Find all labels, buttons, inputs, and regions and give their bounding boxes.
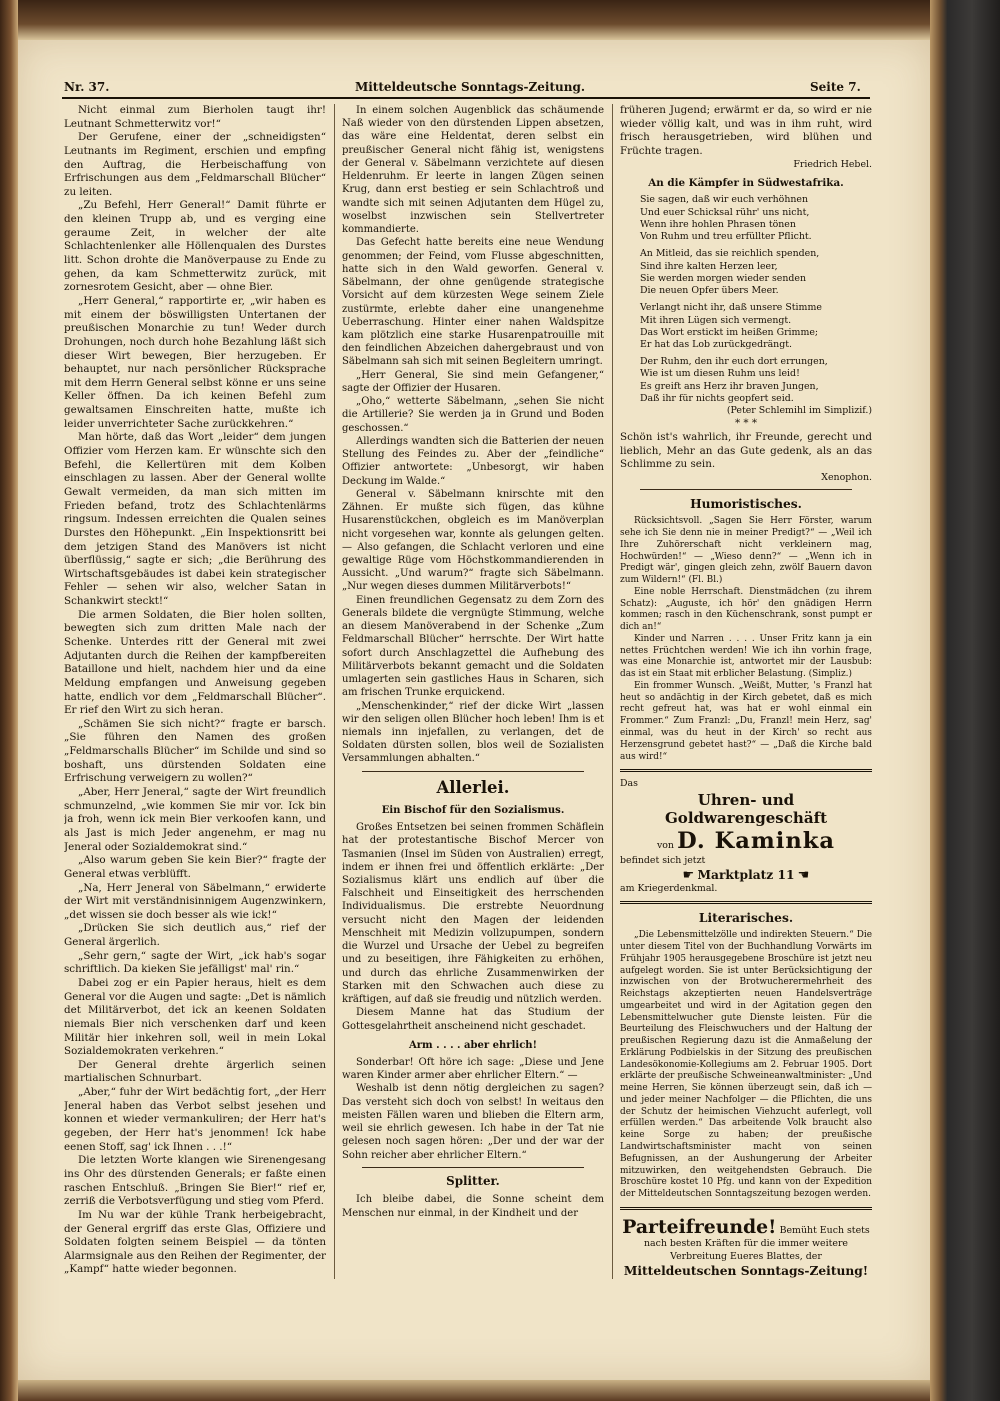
paragraph: Weshalb ist denn nötig dergleichen zu sagen? Das versteht sich doch von selbst! In weitaus den meisten Fällen waren und blieben die Eltern arm, weil sie ehrlich gewesen. Ich habe in der Tat nie gelesen noch sagen hören: „Der und der war der Sohn reicher aber ehrlicher Eltern.“ bbox=[342, 1083, 604, 1161]
column-divider bbox=[334, 104, 335, 1279]
pointing-hand-icon: ☛ bbox=[682, 867, 695, 883]
paragraph: Einen freundlichen Gegensatz zu dem Zorn des Generals bildete die vergnügte Stimmung, welche an diesem Manöverabend in der Schenke „Zum Feldmarschall Blücher“ herrschte. Der Wirt hatte sofort durch Anschlagzettel die Aufhebung des Militärverbots bekannt gemacht und die Soldaten umlagerten sein gastliches Haus in Scharen, sich am frischen Trunke erquickend. bbox=[342, 594, 604, 699]
paragraph: Die armen Soldaten, die Bier holen sollten, bewegten sich zum dritten Male nach der Schenke. Unterdes ritt der General mit zwei Adjutanten durch die Reihen der kampfbereiten Bataillone und hielt, nachdem hier und da eine Meldung empfangen und Anweisung gegeben hatte, endlich vor dem „Feldmarschall Blücher“. Er rief den Wirt zu sich heran. bbox=[64, 608, 326, 717]
xenophon-quote: Schön ist's wahrlich, ihr Freunde, gerecht und lieblich, Mehr an das Gute gedenk, als an das Schlimme zu sein. bbox=[620, 431, 872, 471]
paragraph: In einem solchen Augenblick das schäumende Naß wieder von den dürstenden Lippen absetzen, das wäre eine Heldentat, deren selbst ein preußischer General nicht fähig ist, wenigstens der General v. Säbelmann verzichtete auf diesen Heldenruhm. Er leerte in langen Zügen seinen Krug, dann erst bestieg er sein Schlachtroß und wandte sich mit seinen Adjutanten dem Hügel zu, woselbst inzwischen sein Stellvertreter kommandierte. bbox=[342, 105, 604, 236]
section-heading-literarisches: Literarisches. bbox=[698, 911, 794, 926]
paragraph: Im Nu war der kühle Trank herbeigebracht, der General ergriff das erste Glas, Offiziere und Soldaten folgten seinem Beispiel — da tönten Alarmsignale aus den Reihen der Regimenter, der „Kampf“ hatte wieder begonnen. bbox=[64, 1208, 326, 1276]
paragraph: „Sehr gern,“ sagte der Wirt, „ick hab's sogar schriftlich. Da kieken Sie jefälligst' mal' rin.“ bbox=[64, 949, 326, 976]
paragraph: Das Gefecht hatte bereits eine neue Wendung genommen; der Feind, vom Flusse abgeschnitten, hatte sich in den Wald geworfen. General v. Säbelmann, der ohne genügende strategische Vorsicht auf dem kürzesten Wege seinem Ziele zustürmte, erlebte daher eine unangenehme Ueberraschung. Hinter einer nahen Waldspitze kam plötzlich eine starke Husarenpatrouille mit den feindlichen Abzeichen dahergebraust und von Säbelmann sah sich mit seinen Begleitern umringt. bbox=[342, 237, 604, 368]
poem-author: (Peter Schlemihl im Simplizif.) bbox=[726, 405, 872, 417]
quote-author: Friedrich Hebel. bbox=[793, 158, 872, 170]
poem-line: Er hat das Lob zurückgedrängt. bbox=[640, 339, 793, 351]
paragraph: „Oho,“ wetterte Säbelmann, „sehen Sie nicht die Artillerie? Sie werden ja in Grund und Boden geschossen.“ bbox=[342, 396, 604, 434]
poem-line: Verlangt nicht ihr, daß unsere Stimme bbox=[640, 302, 822, 314]
poem-line: Wenn ihre hohlen Phrasen tönen bbox=[640, 218, 796, 230]
paragraph: Dabei zog er ein Papier heraus, hielt es dem General vor die Augen und sagte: „Det is nämlich det Militärverbot, det ick an keenen Soldaten niemals Bier nich verschenken darf und keen Militär hier inkehren soll, weil in mein Lokal Sozialdemokraten verkehren.“ bbox=[64, 977, 326, 1058]
ad-business: Uhren- und Goldwarengeschäft bbox=[664, 790, 828, 828]
separator-stars: * * * bbox=[734, 417, 758, 430]
column-1 bbox=[64, 104, 326, 1279]
advertisement-kaminka bbox=[620, 778, 872, 895]
joke: Rücksichtsvoll. „Sagen Sie Herr Förster, warum sehe ich Sie denn nie in meiner Predigt?“ — „Weil ich Ihre Zuhörerschaft nicht verkleinern mag, Hochwürden!“ — „Wieso denn?“ — „Wenn ich in Predigt wär', gingen gleich zehn, zwölf Bauern davon zum Wildern!“ (Fl. Bl.) bbox=[620, 516, 872, 586]
book-binding-right bbox=[930, 0, 1000, 1401]
ad-border-bottom bbox=[620, 901, 872, 904]
paragraph: General v. Säbelmann knirschte mit den Zähnen. Er mußte sich fügen, das kühne Husarenstückchen, obgleich es im Manöverplan nicht vorgesehen war, konnte als gelungen gelten. — Also gefangen, die Schlacht verloren und eine gewaltige Rüge vom Höchstkommandierenden in Aussicht. „Und warum?“ fragte sich Säbelmann. „Nur wegen dieses dummen Militärverbots!“ bbox=[342, 488, 604, 593]
paragraph: „Aber,“ fuhr der Wirt bedächtig fort, „der Herr Jeneral haben das Verbot selbst jesehen und konnen et wieder vermankuliren; der Herr hat's gegeben, der Herr hat's jenommen! Ick habe eenen Stoff, sag' ick Ihnen . . .!“ bbox=[64, 1086, 326, 1153]
paragraph: „Drücken Sie sich deutlich aus,“ rief der General ärgerlich. bbox=[64, 922, 326, 949]
article-heading-arm: Arm . . . . aber ehrlich! bbox=[409, 1039, 537, 1051]
section-rule bbox=[640, 489, 852, 490]
newspaper-title: Mitteldeutsche Sonntags-Zeitung. bbox=[354, 80, 586, 94]
poem-line: Sie werden morgen wieder senden bbox=[640, 272, 806, 284]
joke: Kinder und Narren . . . . Unser Fritz kann ja ein nettes Früchtchen werden! Wie ich ihn vorhin frage, was eine Monarchie ist, antwortet mir der Lausbub: das ist ein Staat mit erblicher Belastung. (Simpliz.) bbox=[620, 633, 872, 680]
book-binding-left bbox=[0, 0, 18, 1401]
ad-bemueht: Bemüht Euch stets bbox=[779, 1224, 870, 1236]
poem-line: Sie sagen, daß wir euch verhöhnen bbox=[640, 194, 809, 206]
paragraph: „Na, Herr Jeneral von Säbelmann,“ erwiderte der Wirt mit verständnisinnigem Augenzwinkern, „det wissen sie doch besser als wie ick!“ bbox=[64, 881, 326, 921]
ad-address: Marktplatz 11 bbox=[697, 867, 795, 882]
joke: Ein frommer Wunsch. „Weißt, Mutter, 's Franzl hat heut so andächtig in der Kirch gebetet, daß es mich recht gefreut hat, was hat er wohl einmal ein Frommer.“ Zum Franzl: „Du, Franzl! mein Herz, sag' einmal, was du heut in der Kirch' so recht aus Herzensgrund gebetet hast?“ — „Daß die Kirche bald aus wird!“ bbox=[620, 680, 872, 762]
ad-paper-name: Mitteldeutschen Sonntags-Zeitung! bbox=[623, 1263, 869, 1278]
advertisement-parteifreunde bbox=[620, 1216, 872, 1279]
ad-befindet: befindet sich jetzt bbox=[620, 854, 706, 866]
paragraph: „Menschenkinder,“ rief der dicke Wirt „lassen wir den seligen ollen Blücher hoch leben! Ihm is et niemals inn injefallen, zu verlangen, det de Soldaten dürsten sollen, blos weil de Sozialisten Versammlungen abhalten.“ bbox=[342, 700, 604, 765]
poem-line: An Mitleid, das sie reichlich spenden, bbox=[640, 248, 820, 260]
paragraph: Großes Entsetzen bei seinen frommen Schäflein hat der protestantische Bischof Mercer von Tasmanien (Insel im Süden von Australien) erregt, indem er ihnen frei und öffentlich erklärte: „Der Sozialismus klärt uns endlich auf über die Falschheit und Einseitigkeit des herrschenden Individualismus. Die erstrebte Neuordnung versucht nicht den Magen der leidenden Menschheit mit Medizin vollzupumpen, sondern die Wurzel und Ursache der Uebel zu begreifen und zu beseitigen, ihre Fähigkeiten zu erhöhen, und durch das ehrliche Zusammenwirken der Starken mit den Schwachen auch diese zu kräftigen, auf daß sie freudig und nützlich werden. bbox=[342, 822, 604, 1006]
section-rule bbox=[620, 1207, 872, 1210]
section-heading-humor: Humoristisches. bbox=[690, 497, 802, 512]
column-divider bbox=[612, 104, 613, 1279]
section-rule bbox=[362, 771, 584, 772]
poem-line: Und euer Schicksal rühr' uns nicht, bbox=[640, 206, 810, 218]
ad-von: von bbox=[656, 840, 674, 852]
poem-title: An die Kämpfer in Südwestafrika. bbox=[648, 176, 844, 189]
paragraph: Nicht einmal zum Bierholen taugt ihr! Leutnant Schmetterwitz vor!“ bbox=[64, 104, 326, 130]
paragraph: „Aber, Herr Jeneral,“ sagte der Wirt freundlich schmunzelnd, „wie kommen Sie mir vor. Ick bin ja froh, wenn ick mein Bier verkoofen kann, und als Jast is mich Jeder angenehm, er mag nu Jeneral oder Sozialdemokrat sind.“ bbox=[64, 786, 326, 853]
paragraph: „Schämen Sie sich nicht?“ fragte er barsch. „Sie führen den Namen des großen „Feldmarschalls Blücher“ im Schilde und sind so boshaft, uns dürstenden Soldaten eine Erfrischung verweigern zu wollen?“ bbox=[64, 717, 326, 785]
poem-line: Wie ist um diesen Ruhm uns leid! bbox=[640, 368, 800, 380]
poem bbox=[620, 194, 872, 405]
page-top-edge bbox=[18, 0, 930, 40]
column-3 bbox=[620, 104, 872, 1279]
pointing-hand-left-icon: ☚ bbox=[797, 867, 810, 883]
ad-name: D. Kaminka bbox=[677, 828, 836, 855]
section-heading-splitter: Splitter. bbox=[446, 1173, 500, 1188]
paragraph: „Die Lebensmittelzölle und indirekten Steuern.“ Die unter diesem Titel von der Buchhandlung Vorwärts im Frühjahr 1905 herausgegebene Broschüre ist jetzt neu aufgelegt worden. Sie ist unter Berücksichtigung der inzwischen von der Brotwucherermehrheit des Reichstags akzeptierten neuen Handelsverträge umgearbeitet und wird in der Agitation gegen den Lebensmittelwucher gute Dienste leisten. Für die Beurteilung des Fleischwuchers und der Haltung der preußischen Regierung dazu ist die Anmaßelung der Erklärung Podbielskis in der Sitzung des preußischen Landesökonomie-Kollegiums am 2. Februar 1905. Dort erklärte der preußische Schweineanwaltminister: „Und meine Herren, Sie können überzeugt sein, daß ich — und jeder meiner Nachfolger — die Pflichten, die uns der Schutz der heimischen Viehzucht auferlegt, voll erfüllen werden.“ Das arbeitende Volk braucht also keine Sorge zu haben; der preußische Landwirtschaftsminister macht von seinen Befugnissen, an der Aushungerung der Arbeiter mitzuwirken, den weitgehendsten Gebrauch. Die Broschüre kostet 10 Pfg. und kann von der Expedition der Mitteldeutschen Sonntagszeitung bezogen werden. bbox=[620, 930, 872, 1200]
paragraph: „Herr General,“ rapportirte er, „wir haben es mit einem der böswilligsten Untertanen der preußischen Monarchie zu tun! Weder durch Drohungen, noch durch hohe Bezahlung läßt sich dieser Wirt bewegen, Bier herzugeben. Er behauptet, nur nach persönlicher Rücksprache mit dem Herrn General selbst könne er uns seine Keller öffnen. Da ich keinen Befehl zum gewaltsamen Einschreiten hatte, mußte ich leider unverrichteter Sache zurückkehren.“ bbox=[64, 294, 326, 430]
paragraph: „Zu Befehl, Herr General!“ Damit führte er den kleinen Trupp ab, und es verging eine geraume Zeit, in welcher der alte Schlachtenlenker alle Höllenqualen des Durstes litt. Schon drohte die Manöverpause zu Ende zu gehen, da kam Schmetterwitz zurück, mit zornesrotem Gesicht, aber — ohne Bier. bbox=[64, 199, 326, 294]
paragraph: Sonderbar! Oft höre ich sage: „Diese und Jene waren Kinder armer aber ehrlicher Eltern.“ — bbox=[342, 1057, 604, 1082]
issue-number: Nr. 37. bbox=[64, 80, 110, 94]
paragraph: Diesem Manne hat das Studium der Gottesgelahrtheit anscheinend nicht geschadet. bbox=[342, 1007, 604, 1032]
header-rule bbox=[62, 97, 870, 99]
page-number: Seite 7. bbox=[810, 80, 861, 94]
poem-line: Sind ihre kalten Herzen leer, bbox=[640, 260, 778, 272]
poem-line: Das Wort erstickt im heißen Grimme; bbox=[640, 326, 819, 338]
ad-das: Das bbox=[620, 778, 638, 790]
paragraph: Man hörte, daß das Wort „leider“ dem jungen Offizier vom Herzen kam. Er wünschte sich den Befehl, die Kellertüren mit dem Kolben einschlagen zu lassen. Aber der General wollte Gewalt vermeiden, da man sich mitten im Frieden befand, trotz des Schlachtenlärms ringsum. Indessen erreichten die Qualen seines Durstes den Höhepunkt. „Ein Inspektionsritt bei dem jetzigen Stand des Manövers ist nicht überflüssig,“ sagte er sich; „die Berührung des Wirtschaftsgebäudes ist dabei kein strategischer Fehler — sehen wir also, welcher Satan in Schankwirt steckt!“ bbox=[64, 431, 326, 608]
paragraph: Die letzten Worte klangen wie Sirenengesang ins Ohr des dürstenden Generals; er faßte einen raschen Entschluß. „Bringen Sie Bier!“ rief er, zerriß die Verbotsverfügung und stieg vom Pferd. bbox=[64, 1154, 326, 1208]
paragraph: früheren Jugend; erwärmt er da, so wird er nie wieder völlig kalt, und was in ihm ruht, wird frisch herausgetrieben, wird blühen und Früchte tragen. bbox=[620, 104, 872, 157]
ad-parteifreunde: Parteifreunde! bbox=[622, 1215, 777, 1238]
paragraph: Allerdings wandten sich die Batterien der neuen Stellung des Feindes zu. Aber der „feindliche“ Offizier antwortete: „Unbesorgt, wir haben Deckung im Walde.“ bbox=[342, 435, 604, 487]
ad-line: Verbreitung Eueres Blattes, der bbox=[670, 1250, 822, 1262]
poem-line: Von Ruhm und treu erfüllter Pflicht. bbox=[640, 231, 812, 243]
section-heading-allerlei: Allerlei. bbox=[436, 777, 510, 797]
ad-line: nach besten Kräften für die immer weitere bbox=[643, 1238, 848, 1250]
paragraph: „Also warum geben Sie kein Bier?“ fragte der General etwas verblüfft. bbox=[64, 854, 326, 880]
ad-location: am Kriegerdenkmal. bbox=[620, 882, 718, 894]
paragraph: Ich bleibe dabei, die Sonne scheint dem Menschen nur einmal, in der Kindheit und der bbox=[342, 1194, 604, 1219]
section-rule bbox=[362, 1167, 584, 1168]
poem-line: Daß ihr für nichts geopfert seid. bbox=[640, 392, 794, 404]
poem-line: Es greift ans Herz ihr braven Jungen, bbox=[640, 380, 819, 392]
paragraph: Der General drehte ärgerlich seinen martialischen Schnurbart. bbox=[64, 1058, 326, 1085]
poem-line: Mit ihren Lügen sich vermengt. bbox=[640, 314, 792, 326]
page-bottom-edge bbox=[18, 1380, 930, 1401]
poem-line: Die neuen Opfer übers Meer. bbox=[640, 285, 779, 297]
ad-border-top bbox=[620, 769, 872, 772]
paragraph: Der Gerufene, einer der „schneidigsten“ Leutnants im Regiment, erschien und empfing den Auftrag, die Herbeischaffung von Erfrischungen aus dem „Feldmarschall Blücher“ zu leiten. bbox=[64, 131, 326, 198]
article-heading-bischof: Ein Bischof für den Sozialismus. bbox=[381, 804, 565, 816]
poem-line: Der Ruhm, den ihr euch dort errungen, bbox=[640, 356, 828, 368]
joke: Eine noble Herrschaft. Dienstmädchen (zu ihrem Schatz): „Auguste, ich hör' den gnädigen Herrn kommen; rasch in den Küchenschrank, sonst pumpt er dich an!“ bbox=[620, 586, 872, 633]
quote-author: Xenophon. bbox=[821, 471, 872, 483]
column-2 bbox=[342, 104, 604, 1279]
paragraph: „Herr General, Sie sind mein Gefangener,“ sagte der Offizier der Husaren. bbox=[342, 369, 604, 394]
